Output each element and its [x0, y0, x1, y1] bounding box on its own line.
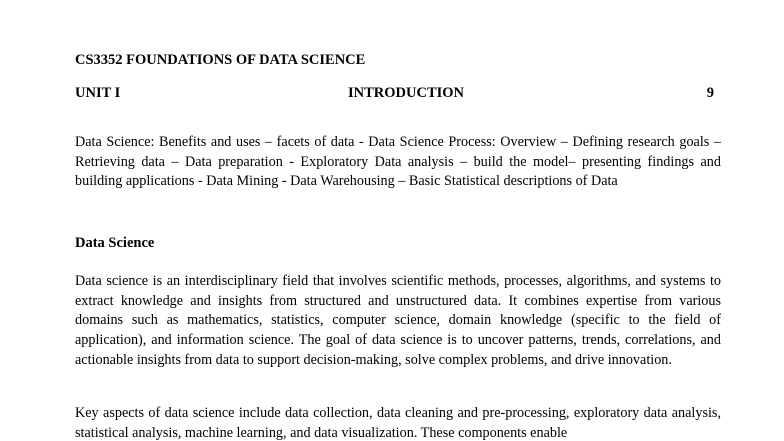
- intro-paragraph: Data science is an interdisciplinary field that involves scientific methods, processes, algorithms, and systems to extract knowledge and insights from structured and unstructured data. It combines expertise from various domains such as mathematics, statistics, computer science, domain knowledge (specific to the field of application), and information science. The goal of data science is to uncover patterns, trends, correlations, and actionable insights from data to support decision-making, solve complex problems, and drive innovation.: [75, 273, 721, 368]
- unit-hours: 9: [706, 85, 714, 101]
- unit-name: INTRODUCTION: [348, 85, 465, 101]
- unit-header-row: [75, 85, 719, 105]
- aspects-paragraph: Key aspects of data science include data collection, data cleaning and pre-processing, exploratory data analysis, statistical analysis, machine learning, and data visualization. These components enable: [75, 405, 721, 441]
- syllabus-paragraph: Data Science: Benefits and uses – facets of data - Data Science Process: Overview – Defining research goals – Retrieving data – Data preparation - Exploratory Data analysis – build the model– presenting findings and building applications - Data Mining - Data Warehousing – Basic Statistical descriptions of Data: [75, 134, 721, 190]
- course-title: CS3352 FOUNDATIONS OF DATA SCIENCE: [75, 52, 366, 68]
- document-page: [75, 0, 719, 441]
- unit-label: UNIT I: [75, 85, 121, 101]
- section-heading: Data Science: [75, 235, 155, 251]
